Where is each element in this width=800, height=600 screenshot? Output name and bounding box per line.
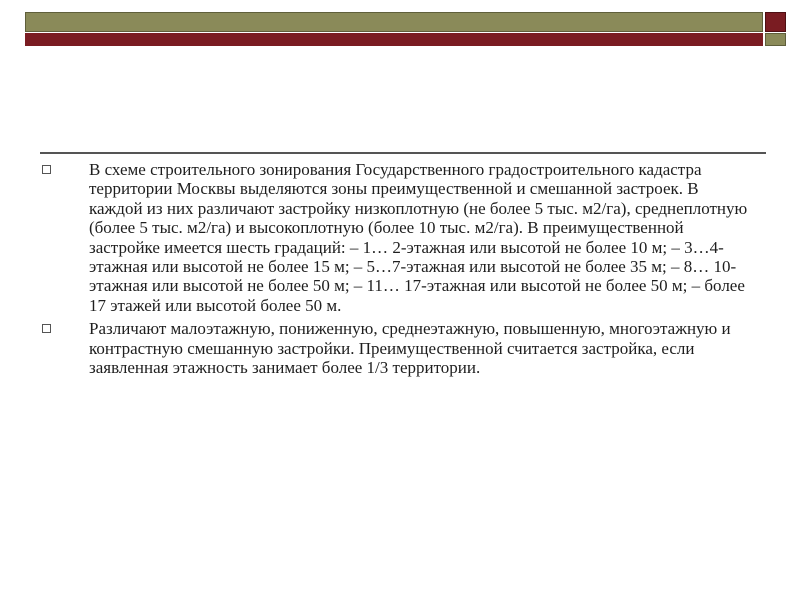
bullet-text: Различают малоэтажную, пониженную, среднеэтажную, повышенную, многоэтажную и контрастную смешанную застройки. Преимущественной считается застройка, если заявленная этажность занимает более 1/3 территории.: [89, 319, 731, 378]
bullet-item-zoning: [40, 160, 760, 315]
bullet-text: В схеме строительного зонирования Государственного градостроительного кадастра территории Москвы выделяются зоны преимущественной и смешанной застроек. В каждой из них различают застройку низкоплотную (не более 5 тыс. м2/га), среднеплотную (более 5 тыс. м2/га) и высокоплотную (более 10 тыс. м2/га). В преимущественной застройке имеется шесть градаций: – 1… 2-этажная или высотой не более 10 м; – 3…4-этажная или высотой не более 15 м; – 5…7-этажная или высотой не более 35 м; – 8… 10-этажная или высотой не более 50 м; – 11… 17-этажная или высотой не более 50 м; – более 17 этажей или высотой более 50 м.: [89, 160, 748, 315]
bullet-item-building-types: [40, 319, 760, 377]
slide-body: [40, 160, 760, 381]
square-bullet-icon: [42, 165, 51, 174]
title-divider-line: [40, 152, 766, 154]
corner-maroon-square: [765, 12, 786, 32]
header-maroon-band: [25, 33, 763, 46]
square-bullet-icon: [42, 324, 51, 333]
corner-olive-square: [765, 33, 786, 46]
header-olive-band: [25, 12, 763, 32]
